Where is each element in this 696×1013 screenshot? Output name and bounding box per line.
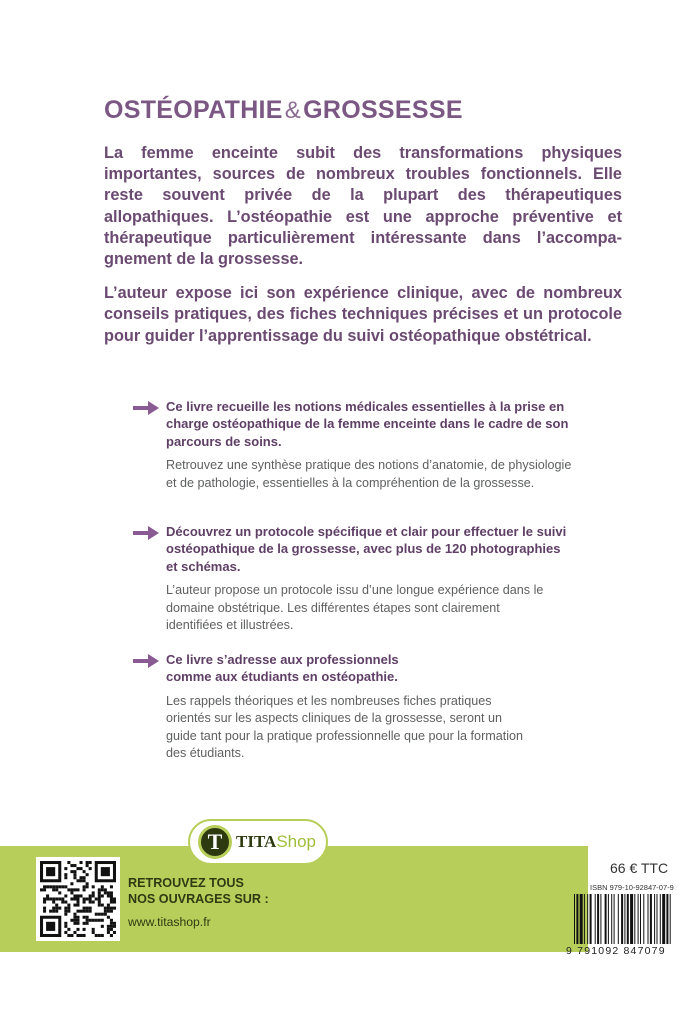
- promo-url-link[interactable]: www.titashop.fr: [128, 915, 211, 929]
- title-part-1: OSTÉOPATHIE: [104, 96, 283, 124]
- bullet-text: Les rappels théoriques et les nombreuses fiches pratiques orientés sur les aspects cliniques de la grossesse, seront un guide tant pour la pratique professionnelle que pour la formation des étudiants.: [166, 693, 524, 761]
- bullet-text: L’auteur propose un protocole issu d’une longue expérience dans le domaine obstétrique. Les différentes étapes sont clairement identifiées et illustrées.: [166, 583, 544, 633]
- book-title: [104, 96, 463, 125]
- qr-code-icon: [40, 861, 116, 937]
- bullet-text: Retrouvez une synthèse pratique des notions d’anatomie, de physiologie et de pathologie, essentielles à la compréhention de la grossesse.: [166, 458, 572, 490]
- feature-bullet-3: [132, 651, 552, 762]
- titashop-logo: [188, 819, 328, 865]
- logo-badge: T: [198, 825, 232, 859]
- isbn-label: ISBN 979-10-92847-07-9: [590, 883, 674, 892]
- price-label: 66 € TTC: [610, 860, 669, 876]
- title-ampersand: &: [284, 97, 302, 124]
- feature-bullet-1: [132, 398, 572, 492]
- bullet-heading: Ce livre s’adresse aux professionnels comme aux étudiants en ostéopathie.: [166, 652, 399, 685]
- arrow-right-icon: [132, 652, 160, 670]
- title-part-2: GROSSESSE: [303, 96, 463, 124]
- barcode-digits: 9 791092 847079: [566, 945, 666, 957]
- feature-bullet-2: [132, 523, 572, 634]
- bullet-heading: Ce livre recueille les notions médicales essentielles à la prise en charge ostéopathique de la femme enceinte dans le cadre de son parcours de soins.: [166, 399, 569, 449]
- logo-wordmark: TITAShop: [236, 832, 317, 851]
- intro-paragraph-2: L’auteur expose ici son expérience clinique, avec de nombreux conseils pratiques, des fiches techniques précises et un protocole pour guider l’apprentissage du suivi ostéopathique obstétrical.: [104, 284, 622, 345]
- promo-title: RETROUVEZ TOUS NOS OUVRAGES SUR :: [128, 876, 269, 906]
- intro-paragraph-1: La femme enceinte subit des transformations physiques importantes, sources de nombreux troubles fonctionnels. Elle reste souvent privée de la plupart des thérapeutiques allopathiques. L’ostéopathie est une approche préventive et thérapeutique particulièrement intéressante dans l’accompa-gnement de la grossesse.: [104, 144, 622, 269]
- arrow-right-icon: [132, 524, 160, 542]
- barcode-icon: [574, 894, 680, 946]
- bullet-heading: Découvrez un protocole spécifique et clair pour effectuer le suivi ostéopathique de la grossesse, avec plus de 120 photographies et schémas.: [166, 524, 567, 574]
- intro-text: [104, 143, 622, 360]
- arrow-right-icon: [132, 399, 160, 417]
- qr-code[interactable]: [36, 857, 120, 941]
